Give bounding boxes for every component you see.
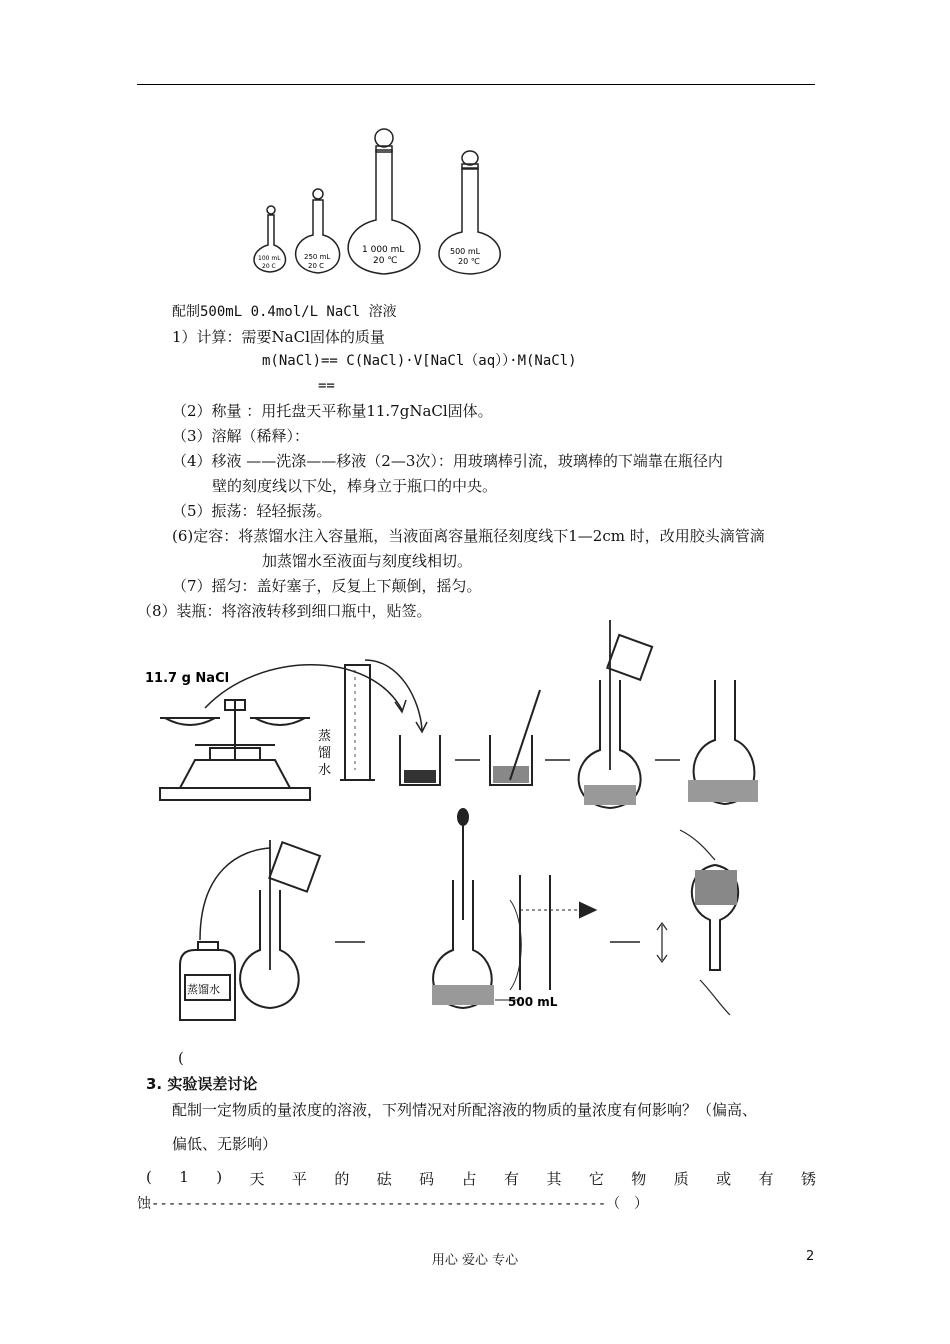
item-1-char: 锈 bbox=[800, 1170, 816, 1188]
item-1-line-1 bbox=[146, 1168, 816, 1189]
item-1-char: ) bbox=[216, 1168, 223, 1186]
title-line: 配制500mL 0.4mol/L NaCl 溶液 bbox=[172, 304, 397, 320]
flask-1-volume: 100 mL bbox=[258, 255, 281, 262]
formula-line-1: m(NaCl)== C(NaCl)·V[NaCl（aq））·M(NaCl) bbox=[262, 353, 577, 369]
item-1-char: 占 bbox=[461, 1170, 477, 1188]
step-8: （8）装瓶：将溶液转移到细口瓶中，贴签。 bbox=[137, 602, 432, 620]
step-1: 1）计算：需要NaCl固体的质量 bbox=[172, 328, 385, 346]
volume-label: 500 mL bbox=[508, 995, 558, 1009]
step-3: （3）溶解（稀释）： bbox=[172, 427, 310, 445]
water-label-3: 水 bbox=[318, 763, 332, 778]
item-1-char: ( bbox=[146, 1168, 152, 1186]
item-1-char: 有 bbox=[758, 1170, 774, 1188]
section-3-question-2: 偏低、无影响） bbox=[172, 1135, 278, 1153]
step-5: （5）振荡：轻轻振荡。 bbox=[172, 502, 332, 520]
item-1-char: 天 bbox=[249, 1170, 265, 1188]
step-4b: 壁的刻度线以下处，棒身立于瓶口的中央。 bbox=[212, 477, 498, 495]
step-7: （7）摇匀：盖好塞子，反复上下颠倒，摇匀。 bbox=[172, 577, 482, 595]
item-1-char: 码 bbox=[419, 1170, 435, 1188]
header-rule bbox=[137, 84, 815, 85]
item-1-char: 的 bbox=[334, 1170, 350, 1188]
flask-4-volume: 500 mL bbox=[450, 247, 481, 256]
flask-3-volume: 1 000 mL bbox=[362, 245, 405, 255]
formula-line-2: == bbox=[318, 378, 335, 394]
nacl-label: 11.7 g NaCl bbox=[145, 671, 230, 686]
section-3-question: 配制一定物质的量浓度的溶液，下列情况对所配溶液的物质的量浓度有何影响？（偏高、 bbox=[172, 1101, 758, 1119]
item-1-line-2: 蚀------------------------------------------------------（ ） bbox=[137, 1196, 649, 1212]
item-1-char: 平 bbox=[291, 1170, 307, 1188]
step-4a: （4）移液 ——洗涤——移液（2—3次）：用玻璃棒引流，玻璃棒的下端靠在瓶径内 bbox=[172, 452, 723, 470]
step-2: （2）称量 ：用托盘天平称量11.7gNaCl固体。 bbox=[172, 402, 493, 420]
flask-2-volume: 250 mL bbox=[304, 253, 331, 261]
step-6b: 加蒸馏水至液面与刻度线相切。 bbox=[262, 552, 473, 570]
item-1-char: 其 bbox=[546, 1170, 562, 1188]
stray-parenthesis: ( bbox=[178, 1049, 184, 1067]
footer-text: 用心 爱心 专心 bbox=[431, 1253, 519, 1268]
water-label-2: 馏 bbox=[318, 746, 332, 761]
step-6a: (6)定容：将蒸馏水注入容量瓶，当液面离容量瓶径刻度线下1—2cm 时，改用胶头滴管滴 bbox=[172, 527, 765, 545]
water-label-1: 蒸 bbox=[318, 729, 332, 744]
page-number: 2 bbox=[806, 1249, 815, 1264]
item-1-char: 或 bbox=[716, 1170, 732, 1188]
item-1-char: 有 bbox=[504, 1170, 520, 1188]
item-1-char: 1 bbox=[179, 1168, 189, 1186]
flask-4-temp: 20 ℃ bbox=[458, 257, 480, 266]
flask-1-temp: 20 C bbox=[262, 263, 276, 270]
flask-3-temp: 20 ℃ bbox=[373, 256, 398, 266]
item-1-char: 物 bbox=[631, 1170, 647, 1188]
item-1-char: 它 bbox=[588, 1170, 604, 1188]
bottle-label: 蒸馏水 bbox=[187, 983, 220, 996]
item-1-char: 质 bbox=[673, 1170, 689, 1188]
section-3-title: 3. 实验误差讨论 bbox=[146, 1075, 258, 1093]
volumetric-flasks-figure bbox=[240, 120, 510, 280]
solution-preparation-process-figure bbox=[140, 620, 760, 1040]
flask-2-temp: 20 C bbox=[308, 262, 325, 270]
item-1-char: 砝 bbox=[376, 1170, 392, 1188]
